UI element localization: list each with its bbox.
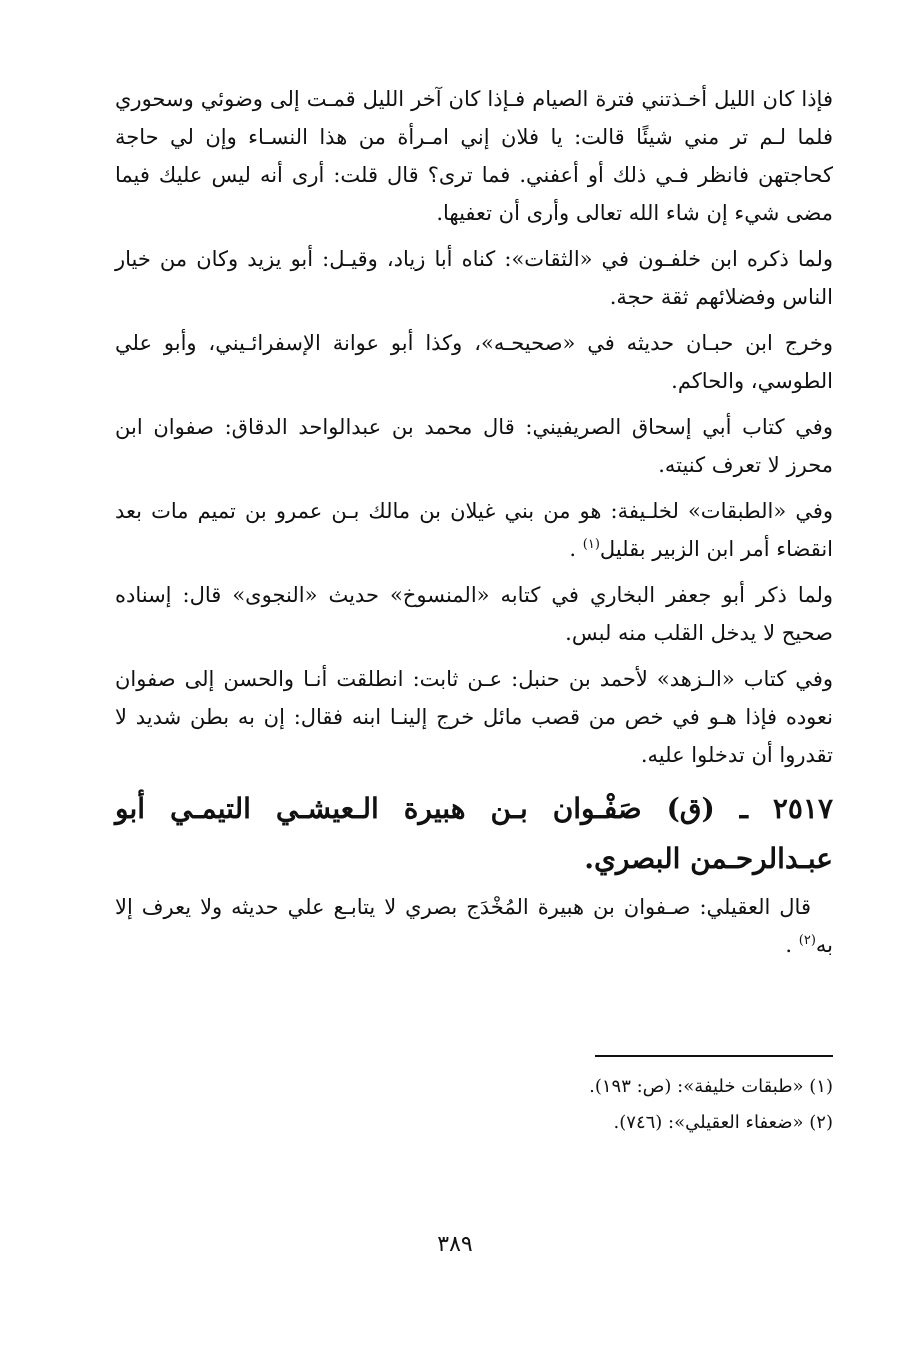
paragraph-text: قال العقيلي: صـفوان بن هبيرة المُخْدَج بصري لا يتابـع علي حديثه ولا يعرف إلا به xyxy=(115,895,833,957)
footnote-ref: (٢) xyxy=(798,933,816,948)
paragraph: ولما ذكر أبو جعفر البخاري في كتابه «المنسوخ» حديث «النجوى» قال: إسناده صحيح لا يدخل القلب منه لبس. xyxy=(115,583,833,645)
footnote-divider xyxy=(595,1055,833,1057)
footnote-ref: (١) xyxy=(582,537,600,552)
page-body xyxy=(115,80,833,972)
paragraph-text: وفي «الطبقات» لخلـيفة: هو من بني غيلان بن مالك بـن عمرو بن تميم مات بعد انقضاء أمر ابن الزبير بقليل xyxy=(115,499,833,561)
footnote: (٢) «ضعفاء العقيلي»: (٧٤٦). xyxy=(613,1112,833,1133)
paragraph-end: . xyxy=(569,537,583,561)
footnotes xyxy=(115,1055,833,1141)
entry-paragraph xyxy=(115,888,833,964)
paragraph: وفي كتاب «الـزهد» لأحمد بن حنبل: عـن ثابت: انطلقت أنـا والحسن إلى صفوان نعوده فإذا هـو في خص من قصب مائل خرج إلينـا ابنه فقال: إن به بطن شديد لا تقدروا أن تدخلوا عليه. xyxy=(115,667,833,767)
paragraph-end: . xyxy=(785,933,799,957)
paragraph-with-footnote xyxy=(115,492,833,568)
paragraph: وفي كتاب أبي إسحاق الصريفيني: قال محمد بن عبدالواحد الدقاق: صفوان ابن محرز لا تعرف كنيته. xyxy=(115,415,833,477)
paragraph: فإذا كان الليل أخـذتني فترة الصيام فـإذا كان آخر الليل قمـت إلى وضوئي وسحوري فلما لـم تر مني شيئًا قالت: يا فلان إني امـرأة من هذا النسـاء وإن لي حاجة كحاجتهن فانظر فـي ذلك أو أعفني. فما ترى؟ قال قلت: أرى أنه ليس عليك فيما مضى شيء إن شاء الله تعالى وأرى أن تعفيها. xyxy=(115,87,833,225)
paragraph: وخرج ابن حبـان حديثه في «صحيحـه»، وكذا أبو عوانة الإسفرائـيني، وأبو علي الطوسي، والحاكم. xyxy=(115,331,833,393)
entry-heading: ٢٥١٧ ـ (ق) صَفْـوان بـن هبيرة الـعيشـي التيمـي أبو عبـدالرحـمن البصري. xyxy=(115,792,833,875)
page-number: ٣٨٩ xyxy=(437,1232,473,1257)
footnote: (١) «طبقات خليفة»: (ص: ١٩٣). xyxy=(589,1076,833,1097)
paragraph: ولما ذكره ابن خلفـون في «الثقات»: كناه أبا زياد، وقيـل: أبو يزيد وكان من خيار الناس وفضلائهم ثقة حجة. xyxy=(115,247,833,309)
